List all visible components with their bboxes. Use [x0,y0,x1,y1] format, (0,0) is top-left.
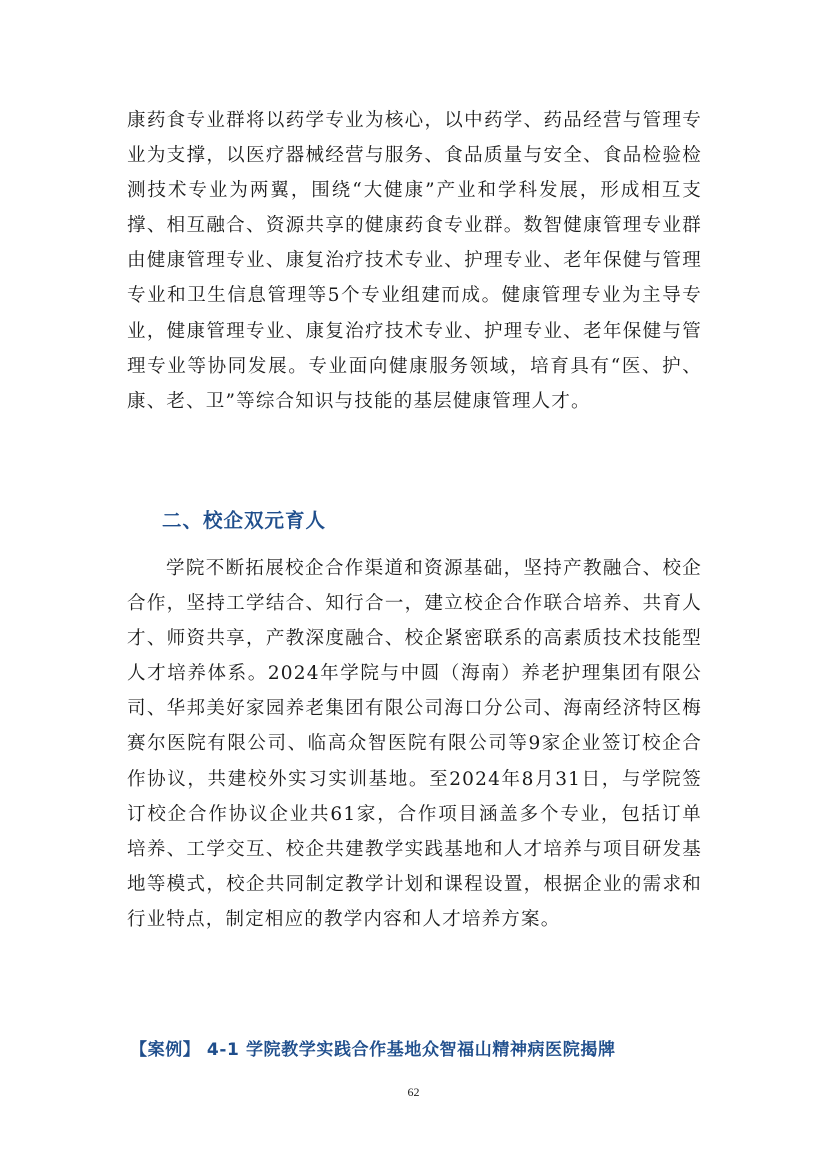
section-heading: 二、校企双元育人 [162,509,327,532]
page-number: 62 [407,1085,420,1099]
case-caption: 【案例】 4-1 学院教学实践合作基地众智福山精神病医院揭牌 [130,1040,616,1060]
body-paragraph-2: 学院不断拓展校企合作渠道和资源基础，坚持产教融合、校企合作，坚持工学结合、知行合一，建立校企合作联合培养、共育人才、师资共享，产教深度融合、校企紧密联系的高素质技术技能型人才培养体系。2024年学院与中圆（海南）养老护理集团有限公司、华邦美好家园养老集团有限公司海口分公司、海南经济特区梅赛尔医院有限公司、临高众智医院有限公司等9家企业签订校企合作协议，共建校外实习实训基地。至2024年8月31日，与学院签订校企合作协议企业共61家，合作项目涵盖多个专业，包括订单培养、工学交互、校企共建教学实践基地和人才培养与项目研发基地等模式，校企共同制定教学计划和课程设置，根据企业的需求和行业特点，制定相应的教学内容和人才培养方案。 [127,558,702,930]
body-paragraph-1: 康药食专业群将以药学专业为核心，以中药学、药品经营与管理专业为支撑，以医疗器械经营与服务、食品质量与安全、食品检验检测技术专业为两翼，围绕“大健康”产业和学科发展，形成相互支撑、相互融合、资源共享的健康药食专业群。数智健康管理专业群由健康管理专业、康复治疗技术专业、护理专业、老年保健与管理专业和卫生信息管理等5个专业组建而成。健康管理专业为主导专业，健康管理专业、康复治疗技术专业、护理专业、老年保健与管理专业等协同发展。专业面向健康服务领域，培育具有“医、护、康、老、卫”等综合知识与技能的基层健康管理人才。 [127,110,702,412]
